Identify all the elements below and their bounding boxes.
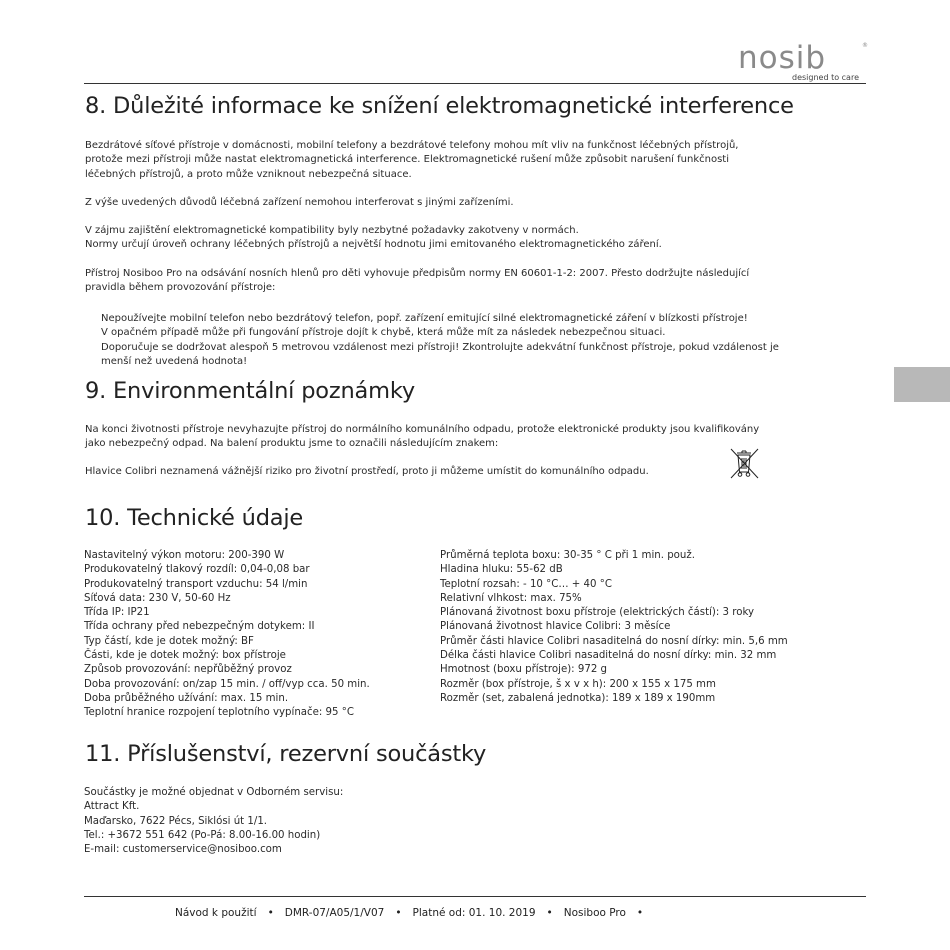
tech-spec-line: Teplotní hranice rozpojení teplotního vypínače: 95 °C — [84, 707, 354, 719]
section-8-paragraph-4: Přístroj Nosiboo Pro na odsávání nosních hlenů pro děti vyhovuje předpisům normy EN 60601-1-2: 2007. Přesto dodržujte následující pravidla během provozování přístroje: — [85, 268, 750, 294]
section-8-paragraph-1: Bezdrátové síťové přístroje v domácnosti, mobilní telefony a bezdrátové telefony mohou mít vliv na funkčnost léčebných přístrojů, protože mezi přístroji může nastat elektromagnetická interference. Elektromagnetické rušení může způsobit narušení funkčnosti léčebných přístrojů, a proto může vzniknout nebezpečná situace. — [85, 140, 739, 180]
tech-spec-line: Části, kde je dotek možný: box přístroje — [84, 650, 286, 662]
tech-spec-line: Plánovaná životnost boxu přístroje (elektrických částí): 3 roky — [440, 607, 755, 619]
section-9-paragraph-1: Na konci životnosti přístroje nevyhazujte přístroj do normálního komunálního odpadu, protože elektronické produkty jsou kvalifikovány jako nebezpečný odpad. Na balení produktu jsme to označili následujícím znakem: — [85, 424, 760, 450]
header-rule — [84, 83, 866, 84]
tech-spec-line: Průměr části hlavice Colibri nasaditelná do nosní dírky: min. 5,6 mm — [440, 635, 788, 647]
tech-spec-line: Typ částí, kde je dotek možný: BF — [84, 635, 254, 647]
nosib-logo — [738, 40, 866, 84]
logo-wordmark: nosib — [738, 40, 827, 76]
tech-spec-line: Délka části hlavice Colibri nasaditelná do nosní dírky: min. 32 mm — [440, 650, 777, 662]
section-9-title: 9. Environmentální poznámky — [85, 378, 415, 404]
service-contact-block — [84, 786, 343, 857]
footer-doc-code: DMR-07/A05/1/V07 — [284, 907, 385, 919]
service-intro: Součástky je možné objednat v Odborném servisu: — [84, 787, 344, 798]
logo-tagline: designed to care — [792, 73, 859, 82]
company-email: E-mail: customerservice@nosiboo.com — [84, 844, 282, 856]
page-side-tab — [894, 367, 950, 402]
tech-specs-left-column — [84, 549, 370, 721]
footer-separator: • — [395, 907, 402, 919]
tech-spec-line: Produkovatelný tlakový rozdíl: 0,04-0,08 bar — [84, 564, 310, 576]
section-8-paragraph-2: Z výše uvedených důvodů léčebná zařízení nemohou interferovat s jinými zařízeními. — [85, 197, 514, 208]
tech-spec-line: Teplotní rozsah: - 10 °C… + 40 °C — [440, 578, 612, 590]
footer-separator: • — [636, 907, 644, 919]
tech-spec-line: Rozměr (box přístroje, š x v x h): 200 x 155 x 175 mm — [440, 678, 716, 690]
footer-separator: • — [267, 907, 274, 919]
tech-spec-line: Třída IP: IP21 — [84, 607, 150, 619]
tech-spec-line: Doba průběžného užívání: max. 15 min. — [84, 692, 289, 704]
footer-product: Nosiboo Pro — [563, 907, 626, 919]
section-11-title: 11. Příslušenství, rezervní součástky — [85, 741, 487, 767]
section-8-rules-list: Nepoužívejte mobilní telefon nebo bezdrátový telefon, popř. zařízení emitující silné elektromagnetické záření v blízkosti přístroje! V opačném případě může při fungování přístroje dojít k chybě, která může mít za následek nebezpečnou situaci. Doporučuje se dodržovat alespoň 5 metrovou vzdálenost mezi přístroji! Zkontrolujte adekvátní funkčnost přístroje, pokud vzdálenost je menší než uvedená hodnota! — [101, 313, 779, 367]
footer-rule — [84, 896, 866, 897]
tech-spec-line: Průměrná teplota boxu: 30-35 ° C při 1 min. použ. — [440, 550, 695, 561]
company-address: Maďarsko, 7622 Pécs, Siklósi út 1/1. — [84, 815, 268, 827]
tech-spec-line: Rozměr (set, zabalená jednotka): 189 x 189 x 190mm — [440, 692, 716, 704]
footer-doc-type: Návod k použití — [175, 907, 257, 919]
footer-valid-from: Platné od: 01. 10. 2019 — [412, 907, 536, 919]
tech-spec-line: Způsob provozování: nepřůběžný provoz — [84, 664, 292, 676]
section-8-title: 8. Důležité informace ke snížení elektromagnetické interference — [85, 93, 794, 119]
tech-specs-right-column — [440, 549, 788, 706]
footer-separator: • — [546, 907, 553, 919]
tech-spec-line: Třída ochrany před nebezpečným dotykem: II — [84, 621, 315, 633]
crossed-out-wheelie-bin-icon — [729, 447, 760, 479]
section-8-paragraph-3: V zájmu zajištění elektromagnetické kompatibility byly nezbytné požadavky zakotveny v normách. Normy určují úroveň ochrany léčebných přístrojů a největší hodnotu jimi emitovaného elektromagnetického záření. — [85, 225, 662, 251]
tech-spec-line: Doba provozování: on/zap 15 min. / off/vyp cca. 50 min. — [84, 678, 370, 690]
logo-registered-mark: ® — [862, 42, 868, 49]
tech-spec-line: Hladina hluku: 55-62 dB — [440, 564, 563, 576]
tech-spec-line: Plánovaná životnost hlavice Colibri: 3 měsíce — [440, 621, 671, 633]
tech-spec-line: Hmotnost (boxu přístroje): 972 g — [440, 664, 608, 676]
tech-spec-line: Síťová data: 230 V, 50-60 Hz — [84, 592, 231, 604]
company-phone: Tel.: +3672 551 642 (Po-Pá: 8.00-16.00 hodin) — [84, 829, 321, 841]
section-10-title: 10. Technické údaje — [85, 505, 304, 531]
section-9-paragraph-2: Hlavice Colibri neznamená vážnější riziko pro životní prostředí, proto ji můžeme umístit do komunálního odpadu. — [85, 466, 649, 477]
page-footer — [175, 907, 654, 919]
company-name: Attract Kft. — [84, 801, 140, 813]
tech-spec-line: Nastavitelný výkon motoru: 200-390 W — [84, 550, 285, 561]
tech-spec-line: Produkovatelný transport vzduchu: 54 l/min — [84, 578, 308, 590]
tech-spec-line: Relativní vlhkost: max. 75% — [440, 592, 582, 604]
